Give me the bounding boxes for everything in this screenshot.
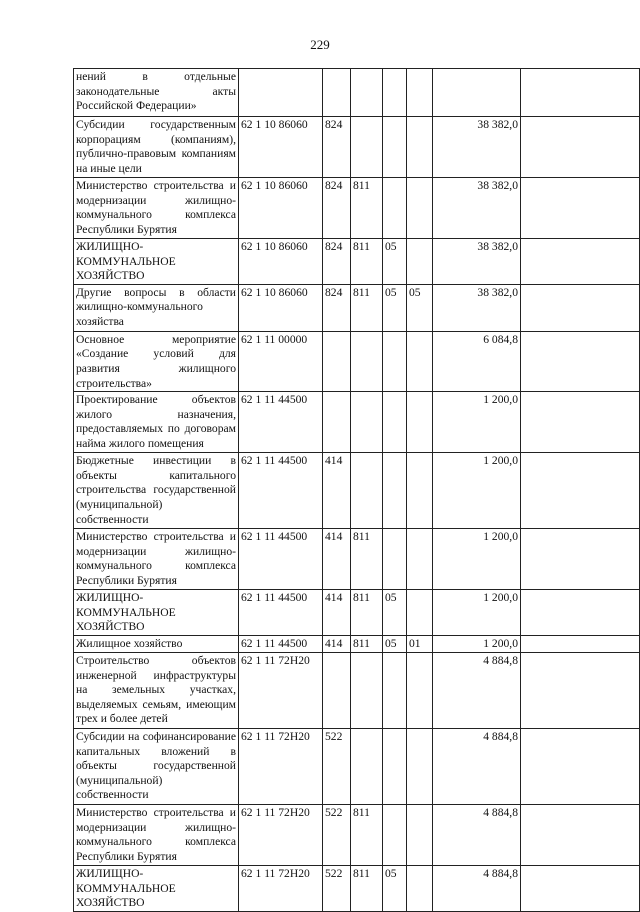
administrator-code-cell (351, 453, 383, 529)
empty-cell (521, 117, 640, 178)
administrator-code-cell: 811 (351, 804, 383, 865)
empty-cell (521, 239, 640, 285)
empty-cell (521, 728, 640, 804)
amount-cell: 38 382,0 (433, 178, 521, 239)
table-row (74, 652, 640, 728)
amount-cell: 4 884,8 (433, 804, 521, 865)
expense-type-cell: 522 (323, 865, 351, 911)
administrator-code-cell: 811 (351, 590, 383, 636)
amount-cell: 1 200,0 (433, 635, 521, 652)
page-number: 229 (310, 37, 330, 52)
table-row (74, 865, 640, 911)
empty-cell (521, 804, 640, 865)
amount-cell: 38 382,0 (433, 284, 521, 331)
target-code-cell: 62 1 10 86060 (239, 284, 323, 331)
target-code-cell: 62 1 10 86060 (239, 239, 323, 285)
row-name-cell: Жилищное хозяйство (74, 635, 239, 652)
target-code-cell: 62 1 10 86060 (239, 178, 323, 239)
target-code-cell: 62 1 11 44500 (239, 453, 323, 529)
expense-type-cell (323, 69, 351, 117)
amount-cell: 4 884,8 (433, 652, 521, 728)
empty-cell (521, 331, 640, 391)
target-code-cell (239, 69, 323, 117)
target-code-cell: 62 1 11 00000 (239, 331, 323, 391)
table-row (74, 331, 640, 391)
subsection-cell: 01 (407, 635, 433, 652)
section-cell: 05 (383, 865, 407, 911)
administrator-code-cell: 811 (351, 284, 383, 331)
subsection-cell (407, 590, 433, 636)
administrator-code-cell (351, 69, 383, 117)
target-code-cell: 62 1 11 72Н20 (239, 728, 323, 804)
expense-type-cell: 824 (323, 178, 351, 239)
administrator-code-cell (351, 117, 383, 178)
table-row (74, 804, 640, 865)
row-name-cell: Другие вопросы в области жилищно-коммунального хозяйства (74, 284, 239, 331)
section-cell (383, 529, 407, 590)
amount-cell: 1 200,0 (433, 529, 521, 590)
table-row (74, 529, 640, 590)
empty-cell (521, 865, 640, 911)
section-cell (383, 453, 407, 529)
section-cell (383, 178, 407, 239)
section-cell: 05 (383, 590, 407, 636)
empty-cell (521, 652, 640, 728)
expense-type-cell (323, 392, 351, 453)
table-row (74, 239, 640, 285)
section-cell: 05 (383, 635, 407, 652)
budget-table (73, 68, 640, 912)
expense-type-cell (323, 331, 351, 391)
row-name-cell: Министерство строительства и модернизации жилищно-коммунального комплекса Республики Бурятия (74, 178, 239, 239)
subsection-cell (407, 728, 433, 804)
section-cell (383, 804, 407, 865)
target-code-cell: 62 1 11 44500 (239, 590, 323, 636)
empty-cell (521, 529, 640, 590)
target-code-cell: 62 1 11 72Н20 (239, 865, 323, 911)
subsection-cell (407, 453, 433, 529)
amount-cell (433, 69, 521, 117)
row-name-cell: Субсидии государственным корпорациям (компаниям), публично-правовым компаниям на иные цели (74, 117, 239, 178)
table-row (74, 635, 640, 652)
table-row (74, 284, 640, 331)
administrator-code-cell (351, 331, 383, 391)
amount-cell: 6 084,8 (433, 331, 521, 391)
amount-cell: 38 382,0 (433, 239, 521, 285)
row-name-cell: ЖИЛИЩНО-КОММУНАЛЬНОЕ ХОЗЯЙСТВО (74, 239, 239, 285)
expense-type-cell: 414 (323, 453, 351, 529)
table-row (74, 590, 640, 636)
amount-cell: 4 884,8 (433, 865, 521, 911)
target-code-cell: 62 1 11 44500 (239, 529, 323, 590)
empty-cell (521, 590, 640, 636)
amount-cell: 1 200,0 (433, 590, 521, 636)
section-cell (383, 728, 407, 804)
subsection-cell (407, 529, 433, 590)
empty-cell (521, 635, 640, 652)
expense-type-cell: 824 (323, 239, 351, 285)
section-cell (383, 117, 407, 178)
amount-cell: 38 382,0 (433, 117, 521, 178)
administrator-code-cell (351, 392, 383, 453)
row-name-cell: ЖИЛИЩНО-КОММУНАЛЬНОЕ ХОЗЯЙСТВО (74, 590, 239, 636)
row-name-cell: Субсидии на софинансирование капитальных вложений в объекты государственной (муниципальной) собственности (74, 728, 239, 804)
row-name-cell: Министерство строительства и модернизации жилищно-коммунального комплекса Республики Бурятия (74, 804, 239, 865)
expense-type-cell: 414 (323, 529, 351, 590)
empty-cell (521, 69, 640, 117)
administrator-code-cell: 811 (351, 529, 383, 590)
empty-cell (521, 178, 640, 239)
administrator-code-cell: 811 (351, 635, 383, 652)
expense-type-cell: 522 (323, 728, 351, 804)
target-code-cell: 62 1 11 44500 (239, 635, 323, 652)
administrator-code-cell: 811 (351, 865, 383, 911)
table-row (74, 392, 640, 453)
subsection-cell: 05 (407, 284, 433, 331)
table-row (74, 728, 640, 804)
administrator-code-cell: 811 (351, 239, 383, 285)
subsection-cell (407, 69, 433, 117)
section-cell (383, 652, 407, 728)
target-code-cell: 62 1 11 72Н20 (239, 652, 323, 728)
administrator-code-cell (351, 652, 383, 728)
subsection-cell (407, 652, 433, 728)
subsection-cell (407, 239, 433, 285)
target-code-cell: 62 1 11 72Н20 (239, 804, 323, 865)
amount-cell: 4 884,8 (433, 728, 521, 804)
row-name-cell: Основное мероприятие «Создание условий для развития жилищного строительства» (74, 331, 239, 391)
table-row (74, 117, 640, 178)
table-row (74, 453, 640, 529)
section-cell: 05 (383, 284, 407, 331)
row-name-cell: Проектирование объектов жилого назначения, предоставляемых по договорам найма жилого помещения (74, 392, 239, 453)
section-cell (383, 392, 407, 453)
table-row (74, 69, 640, 117)
subsection-cell (407, 865, 433, 911)
empty-cell (521, 453, 640, 529)
subsection-cell (407, 804, 433, 865)
expense-type-cell: 824 (323, 284, 351, 331)
target-code-cell: 62 1 10 86060 (239, 117, 323, 178)
section-cell: 05 (383, 239, 407, 285)
subsection-cell (407, 331, 433, 391)
subsection-cell (407, 392, 433, 453)
table-row (74, 178, 640, 239)
expense-type-cell: 414 (323, 635, 351, 652)
expense-type-cell: 522 (323, 804, 351, 865)
empty-cell (521, 284, 640, 331)
expense-type-cell (323, 652, 351, 728)
row-name-cell: Строительство объектов инженерной инфраструктуры на земельных участках, выделяемых семьям, имеющим трех и более детей (74, 652, 239, 728)
amount-cell: 1 200,0 (433, 392, 521, 453)
row-name-cell: ЖИЛИЩНО-КОММУНАЛЬНОЕ ХОЗЯЙСТВО (74, 865, 239, 911)
section-cell (383, 69, 407, 117)
administrator-code-cell (351, 728, 383, 804)
expense-type-cell: 824 (323, 117, 351, 178)
row-name-cell: нений в отдельные законодательные акты Российской Федерации» (74, 69, 239, 117)
empty-cell (521, 392, 640, 453)
row-name-cell: Бюджетные инвестиции в объекты капитального строительства государственной (муниципальной) собственности (74, 453, 239, 529)
expense-type-cell: 414 (323, 590, 351, 636)
subsection-cell (407, 178, 433, 239)
row-name-cell: Министерство строительства и модернизации жилищно-коммунального комплекса Республики Бурятия (74, 529, 239, 590)
section-cell (383, 331, 407, 391)
administrator-code-cell: 811 (351, 178, 383, 239)
amount-cell: 1 200,0 (433, 453, 521, 529)
subsection-cell (407, 117, 433, 178)
target-code-cell: 62 1 11 44500 (239, 392, 323, 453)
